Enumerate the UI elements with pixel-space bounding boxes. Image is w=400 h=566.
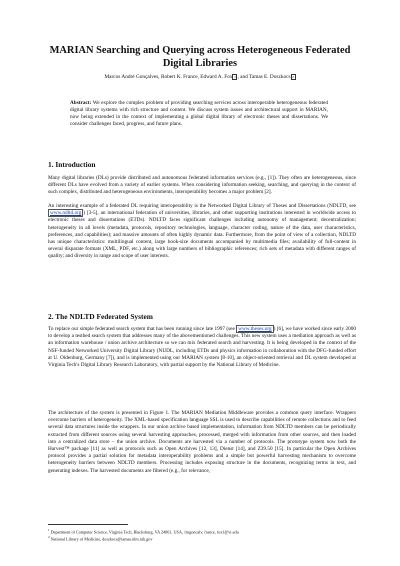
footnote-1-mark: 1: [48, 528, 50, 532]
footnote-2-mark: 2: [48, 535, 50, 539]
section-1-paragraph-1: Many digital libraries (DLs) provide distributed and autonomous federated information services (e.g., [1]). They often are heterogeneous, since different DLs have evolved from a variety of earlier systems. When considering information seeking, searching, and querying in the context of such complex, distributed and heterogeneous environments, interoperability becomes a major problem [2].: [48, 175, 356, 196]
author-joiner: , and Tamas E. Doszkocs: [237, 74, 291, 80]
paragraph-text: ) [6], we have worked since early 2000 to develop a testbed search system that addresses many of the abovementioned challenges. This new system uses a mediation approach as well as an information warehouse / union archive architecture so we can mix federated search and harvesting. It is being developed in the context of the NSF-funded Networked University Digital Library (NUDL, including ETDs and physics information in collaboration with the DFG-funded effort at U. Oldenburg, Germany [7]), and is implemented using our MARIAN system [8-10], an object-oriented retrieval and DL system developed at Virginia Tech's Digital Library Research Laboratory, with partial support by the National Library of Medicine.: [48, 326, 356, 369]
footnote-divider: [48, 524, 128, 525]
paragraph-text: An interesting example of a federated DL requiring interoperability is the Networked Digital Library of Theses and Dissertations (NDLTD, see: [48, 203, 356, 209]
paragraph-text: ) [3-5], an international federation of universities, libraries, and other supporting institutions interested in worldwide access to electronic theses and dissertations (ETDs). NDLTD faces significant challenges including autonomy of management; decentralization; heterogeneity in all levels (metadata, protocols, repository technologies, language, character coding, nature of the data, user characteristics, preferences, and capabilities); and massive amounts of often highly dynamic data. Furthermore, from the point of view of a collection, NDLTD has unique characteristics: multilingual content, large book-size documents accompanied by multimedia files; availability of full-content in several disparate formats (XML, PDF, etc.) along with large numbers of bibliographic references; rich sets of metadata with different ranges of quality; and diversity in range and scope of user interests.: [48, 210, 356, 260]
section-1-heading: 1. Introduction: [48, 160, 96, 169]
section-2-heading: 2. The NDLTD Federated System: [48, 312, 153, 321]
abstract-text: We explore the complex problem of providing searching services across interoperable heterogeneous federated digital library systems with rich structure and content. We discuss system issues and architectural support in MARIAN, now being extended in the context of implementing a global digital library of electronic theses and dissertations. We consider challenges faced, progress, and future plans.: [70, 100, 328, 127]
footnote-2: [48, 535, 356, 542]
author-line: [30, 74, 370, 81]
abstract-label: Abstract:: [70, 100, 92, 106]
theses-link[interactable]: www.theses.org: [238, 326, 272, 332]
ndltd-link[interactable]: www.ndltd.org: [50, 210, 82, 217]
paragraph-text: To replace our simple federated search system that has been running since late 1997 (see: [48, 326, 237, 332]
footnote-1: [48, 528, 356, 535]
footnote-marker-2[interactable]: 2: [292, 75, 294, 79]
section-2-paragraph-2: The architecture of the system is presented in Figure 1. The MARIAN Mediation Middleware provides a common query interface. Wrappers overcome barriers of heterogeneity. The XML-based specification language SSL is used to describe capabilities of remote collections and to feed several data structures inside the wrappers. In our union archive based implementation, information from NDLTD members can be periodically extracted from different sources using several harvesting approaches, processed, merged with information from other sources, and then loaded into a centralized data store – the union archive. Documents are harvested via a number of protocols. The prototype system now both the Harvest™ package [11] as well as protocols such as Open Archives [12, 13], Dienst [14], and Z39.50 [15]. In particular the Open Archives protocol provides a partial solution for metadata interoperability problems and a simple but powerful harvesting mechanism to overcome heterogeneity barriers between NDLTD members. Processing includes exposing structure in the documents, recognizing terms in text, and generating indexes. The harvested documents are filtered (e.g., for relevance,: [48, 410, 356, 474]
footnote-1-text: Department of Computer Science, Virginia Tech, Blacksburg, VA 24061, USA, {mgoncalv, france, fox}@vt.edu: [49, 529, 239, 535]
author-names: Marcos André Gonçalves, Robert K. France, Edward A. Fox: [104, 74, 233, 80]
section-2-paragraph-1: [48, 326, 356, 369]
footnote-2-text: National Library of Medicine, doszkocs@tamas.nlm.nih.gov: [49, 536, 153, 542]
abstract: [70, 100, 328, 128]
paper-title: MARIAN Searching and Querying across Heterogeneous Federated Digital Libraries: [49, 45, 351, 69]
footnote-marker-1[interactable]: 1: [234, 75, 236, 79]
section-1-paragraph-2: [48, 203, 356, 261]
